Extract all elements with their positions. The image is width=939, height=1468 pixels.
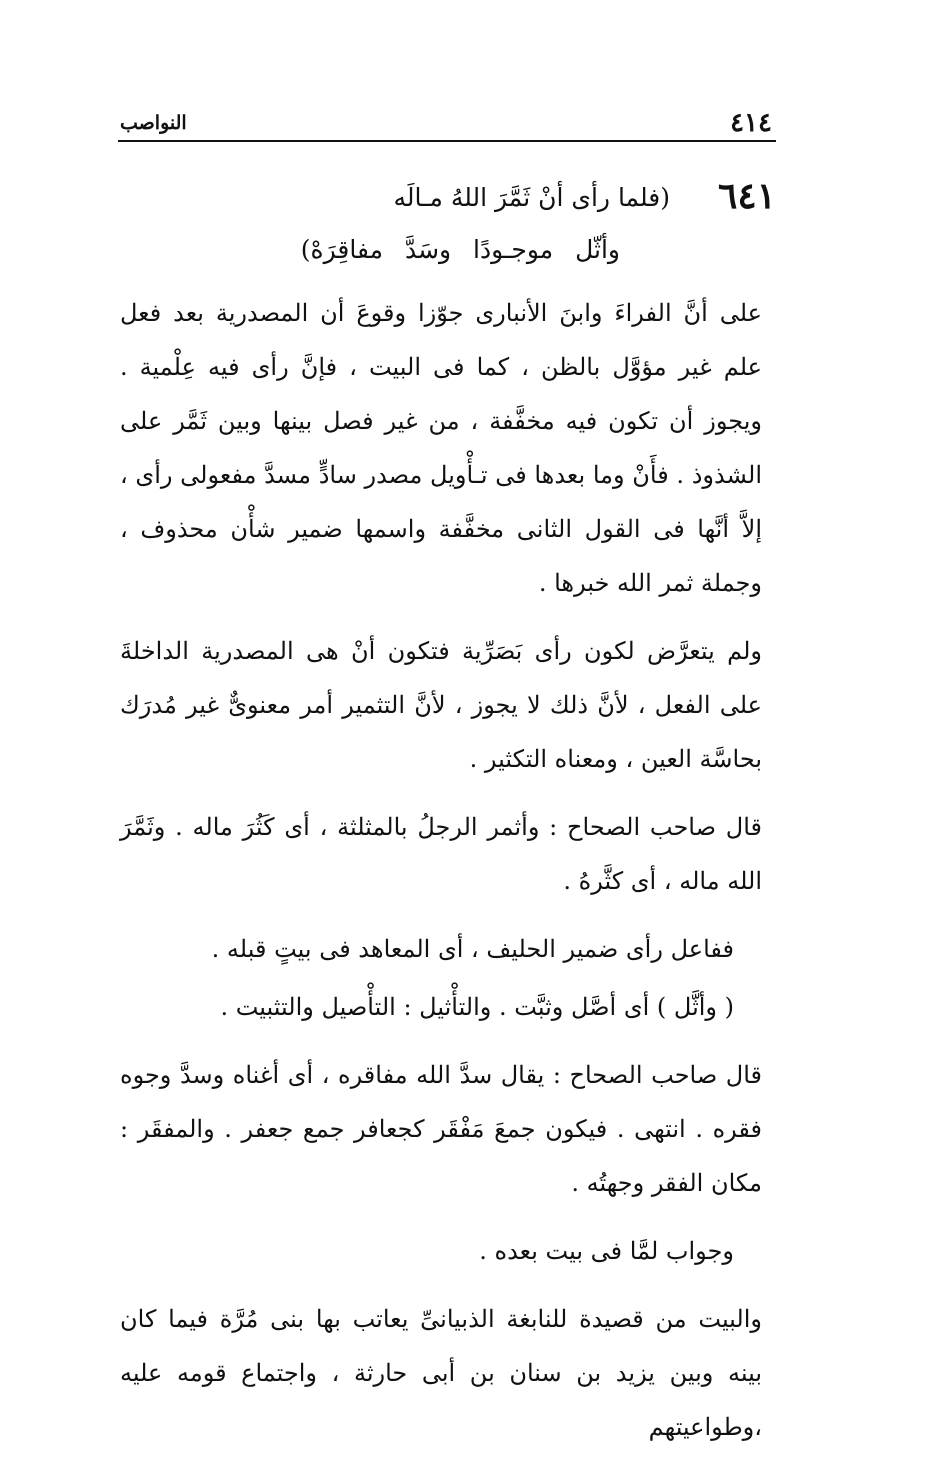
verse-first-hemistich: (فلما رأى أنْ ثَمَّرَ اللهُ مـالَه (393, 183, 670, 212)
header-rule (118, 140, 776, 142)
paragraph: ففاعل رأى ضمير الحليف ، أى المعاهد فى بيتٍ قبله . (211, 935, 734, 963)
verse-block (120, 172, 776, 282)
paragraph: وجواب لمَّا فى بيت بعده . (479, 1237, 734, 1265)
verse-number: ٦٤١ (717, 175, 776, 217)
paragraph: ولم يتعرَّض لكون رأى بَصَرِّية فتكون أنْ هى المصدرية الداخلةَ على الفعل ، لأنَّ ذلك لا يجوز ، لأنَّ التثمير أمر معنوىٌّ غير مُدرَك بحاسَّة العين ، ومعناه التكثير . (120, 637, 762, 773)
paragraph: على أنَّ الفراءَ وابنَ الأنبارى جوّزا وقوعَ أن المصدرية بعد فعل علم غير مؤوَّل بالظن ، كما فى البيت ، فإنَّ رأى فيه عِلْمية . ويجوز أن تكون فيه مخفَّفة ، من غير فصل بينها وبين ثَمَّر على الشذوذ . فأَنْ وما بعدها فى تـأْويل مصدر سادٍّ مسدَّ مفعولى رأى ، إلاَّ أنَّها فى القول الثانى مخفَّفة واسمها ضمير شأْن محذوف ، وجملة ثمر الله خبرها . (120, 299, 762, 597)
page-number: ٤١٤ (730, 108, 772, 138)
section-title: النواصب (120, 112, 187, 134)
running-header (120, 108, 776, 138)
paragraph: والبيت من قصيدة للنابغة الذبيانىِّ يعاتب بها بنى مُرَّة فيما كان بينه وبين يزيد بن سنان بن أبى حارثة ، واجتماع قومه عليه ،وطواعيتهم (120, 1305, 762, 1441)
paragraph: ( وأثَّل ) أى أصَّل وثبَّت . والتأْثيل : التأْصيل والتثبيت . (220, 993, 734, 1021)
paragraph: قال صاحب الصحاح : يقال سدَّ الله مفاقره ، أى أغناه وسدَّ وجوه فقره . انتهى . فيكون جمعَ مَفْقَر كجعافر جمع جعفر . والمفقَر : مكان الفقر وجهتُه . (120, 1061, 762, 1197)
verse-second-hemistich: وأثّل موجـودًا وسَدَّ مفاقِرَهْ) (300, 235, 620, 264)
commentary-text (120, 286, 762, 1468)
paragraph: قال صاحب الصحاح : وأثمر الرجلُ بالمثلثة ، أى كَثُرَ ماله . وثَمَّرَ الله ماله ، أى كثَّرهُ . (120, 813, 762, 895)
